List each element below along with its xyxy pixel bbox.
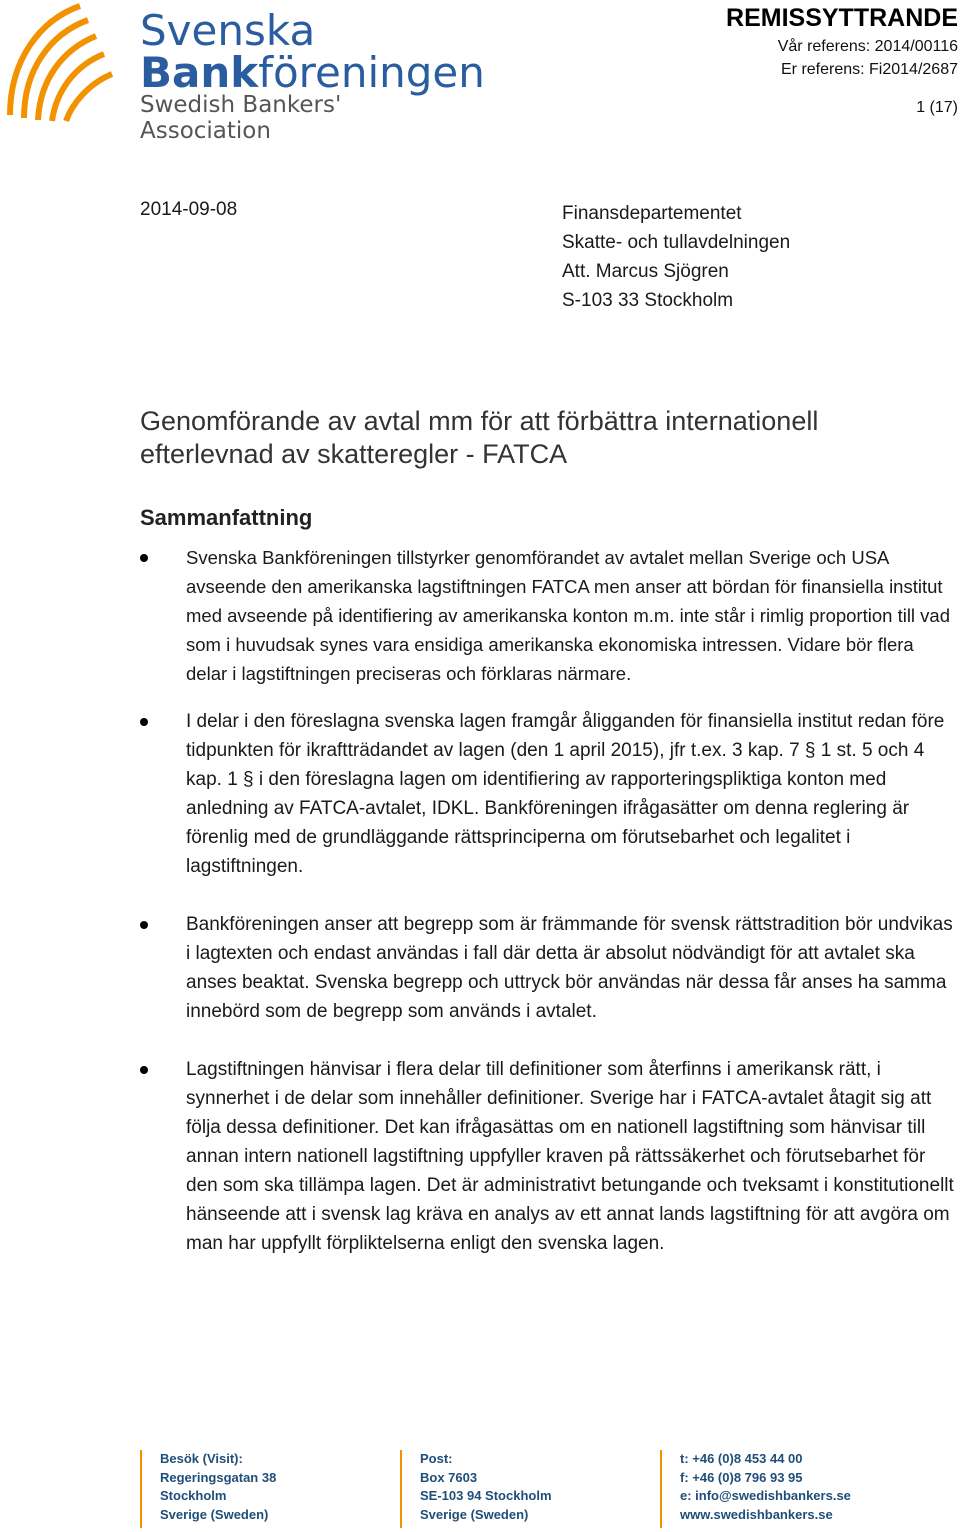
list-item bbox=[140, 910, 955, 1026]
document-title: Genomförande av avtal mm för att förbättra internationell efterlevnad av skatteregler - FATCA bbox=[140, 406, 819, 469]
footer-contact bbox=[660, 1450, 851, 1528]
bullet-icon bbox=[140, 554, 148, 562]
bullet-text: Svenska Bankföreningen tillstyrker genomförandet av avtalet mellan Sverige och USA avseende den amerikanska lagstiftningen FATCA men anser att bördan för finansiella institut med avseende på identifiering av amerikanska konton m.m. inte står i rimlig proportion till vad som i huvudsak synes vara ensidiga amerikanska ekonomiska intressen. Vidare bör flera delar i lagstiftningen preciseras och förklaras närmare. bbox=[186, 547, 951, 684]
footer-label: Besök (Visit): bbox=[160, 1451, 243, 1466]
list-item bbox=[140, 543, 955, 688]
bullet-icon bbox=[140, 1066, 148, 1074]
bullet-text: I delar i den föreslagna svenska lagen framgår åligganden för finansiella institut redan före tidpunkten för ikraftträdandet av lagen (den 1 april 2015), jfr t.ex. 3 kap. 7 § 1 st. 5 och 4 kap. 1 § i den föreslagna lagen om identifiering av rapporteringspliktiga konton med anledning av FATCA-avtalet, IDKL. Bankföreningen ifrågasätter om denna reglering är förenlig med de grundläggande rättsprinciperna om förutsebarhet och legalitet i lagstiftningen. bbox=[186, 711, 945, 877]
section-heading: Sammanfattning bbox=[140, 505, 313, 530]
logo-line-2: Bankföreningen bbox=[140, 48, 485, 97]
our-reference: Vår referens: 2014/00116 bbox=[777, 38, 958, 55]
footer-line: Box 7603 bbox=[420, 1469, 478, 1485]
bullet-text: Lagstiftningen hänvisar i flera delar till definitioner som återfinns i amerikansk rätt, i synnerhet i de delar som innehåller definitioner. Sverige har i FATCA-avtalet åtagit sig att följa dessa definitioner. Det kan ifrågasättas om en nationell lagstiftning som hänvisar till annan intern nationell lagstiftning uppfyller kraven på rättssäkerhet och förutsebarhet för den som ska tillämpa lagen. Det är administrativt betungande och tveksamt i konstitutionellt hänseende att i svensk lag kräva en analys av ett annat lands lagstiftning för att avgöra om man har uppfyllt förpliktelserna enligt den svenska lagen. bbox=[186, 1059, 954, 1254]
logo-mark-icon bbox=[0, 0, 135, 130]
document-date: 2014-09-08 bbox=[140, 199, 238, 220]
list-item bbox=[140, 707, 955, 881]
footer-fax: f: +46 (0)8 796 93 95 bbox=[680, 1469, 803, 1485]
footer-post-address bbox=[400, 1450, 552, 1528]
recipient-line: S-103 33 Stockholm bbox=[562, 290, 734, 311]
logo-line-3: Swedish Bankers' Association bbox=[140, 92, 342, 144]
bullet-icon bbox=[140, 718, 148, 726]
your-reference: Er referens: Fi2014/2687 bbox=[781, 61, 958, 78]
footer-label: Post: bbox=[420, 1451, 453, 1466]
logo-line-1: Svenska bbox=[140, 6, 316, 55]
footer-line: Regeringsgatan 38 bbox=[160, 1469, 277, 1485]
recipient-line: Finansdepartementet bbox=[562, 203, 742, 224]
footer-visit-address bbox=[140, 1450, 276, 1528]
footer-line: SE-103 94 Stockholm bbox=[420, 1488, 552, 1503]
summary-list bbox=[140, 543, 955, 1258]
recipient-line: Att. Marcus Sjögren bbox=[562, 261, 729, 282]
recipient-address bbox=[562, 199, 790, 315]
list-item bbox=[140, 1055, 955, 1258]
page-footer bbox=[140, 1450, 960, 1530]
bullet-icon bbox=[140, 921, 148, 929]
footer-email: e: info@swedishbankers.se bbox=[680, 1488, 851, 1503]
footer-website: www.swedishbankers.se bbox=[680, 1506, 833, 1522]
recipient-line: Skatte- och tullavdelningen bbox=[562, 232, 791, 253]
bank-association-logo bbox=[0, 0, 485, 144]
footer-line: Sverige (Sweden) bbox=[420, 1506, 529, 1522]
document-type: REMISSYTTRANDE bbox=[726, 4, 958, 32]
footer-phone: t: +46 (0)8 453 44 00 bbox=[680, 1451, 803, 1466]
footer-line: Stockholm bbox=[160, 1488, 227, 1503]
page-number: 1 (17) bbox=[916, 99, 958, 116]
bullet-text: Bankföreningen anser att begrepp som är främmande för svensk rättstradition bör undvikas i lagtexten och endast användas i fall där detta är absolut nödvändigt för att avtalet ska anses beaktat. Svenska begrepp och uttryck bör användas när dessa får anses ha samma innebörd som de begrepp som används i avtalet. bbox=[186, 914, 953, 1022]
footer-line: Sverige (Sweden) bbox=[160, 1506, 269, 1522]
